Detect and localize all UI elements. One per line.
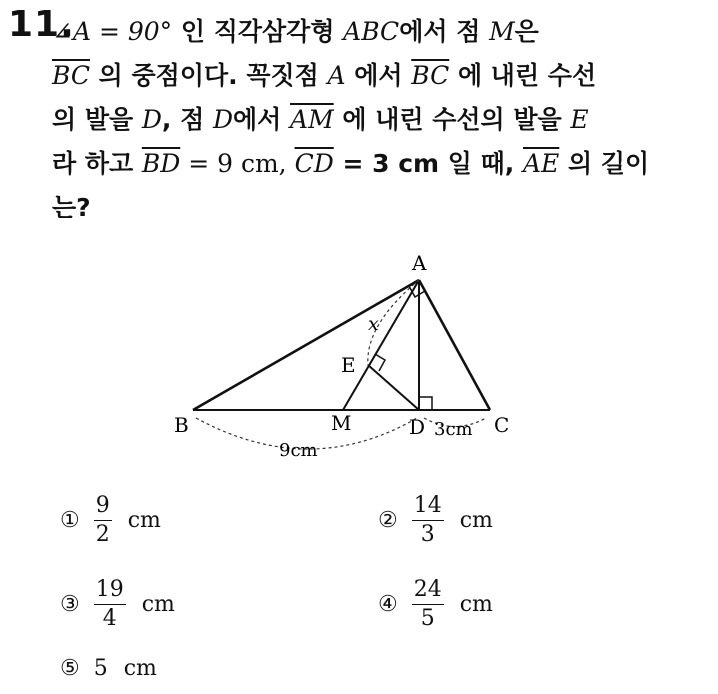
question-stem [52, 10, 692, 230]
label-bd-length: 9cm [279, 440, 318, 461]
stem-line-1: ∠A = 90° 인 직각삼각형 ABC에서 점 M은 [52, 17, 539, 46]
choice-4[interactable]: ④ $\frac{24}{5}$ cm [378, 577, 493, 631]
label-d: D [409, 415, 426, 439]
fraction: $\frac{24}{5}$ [413, 577, 442, 631]
choice-mark: ④ [378, 592, 398, 617]
fraction: $\frac{14}{3}$ [413, 493, 442, 547]
stem-line-2: $\overline{BC}$ 의 중점이다. 꼭짓점 A 에서 $\overline{BC}$ 에 내린 수선 [52, 61, 597, 90]
choice-mark: ⑤ [60, 656, 80, 681]
choice-mark: ③ [60, 592, 80, 617]
choice-3[interactable]: ③ $\frac{19}{4}$ cm [60, 577, 175, 631]
stem-line-4: 라 하고 $\overline{BD} = 9$ cm, $\overline{CD} = 3$ cm 일 때, $\overline{AE}$ 의 길이 [52, 149, 650, 178]
side-ac [419, 280, 490, 410]
label-b: B [174, 413, 189, 437]
stem-line-3: 의 발을 D, 점 D에서 $\overline{AM}$ 에 내린 수선의 발을 E [52, 105, 589, 134]
label-x: x [368, 313, 379, 335]
right-angle-e [375, 354, 385, 371]
side-ba [193, 280, 419, 410]
fraction: $\frac{19}{4}$ [95, 577, 124, 631]
angle-expression: ∠A = 90° [52, 17, 173, 46]
choice-value: 5 [93, 656, 108, 681]
label-m: M [331, 411, 352, 435]
right-angle-d [419, 397, 432, 410]
choice-2[interactable]: ② $\frac{14}{3}$ cm [378, 493, 493, 547]
label-c: C [494, 413, 510, 437]
stem-line-5: 는? [52, 193, 91, 222]
question-number: 11. [8, 4, 75, 45]
choice-1[interactable]: ① $\frac{9}{2}$ cm [60, 493, 161, 547]
segment-de [368, 365, 419, 410]
label-a: A [412, 251, 427, 275]
label-cd-length: 3cm [434, 419, 473, 440]
choice-5[interactable]: ⑤ 5 cm [60, 656, 157, 681]
label-e: E [341, 353, 356, 377]
choice-mark: ① [60, 508, 80, 533]
choice-mark: ② [378, 508, 398, 533]
fraction: $\frac{9}{2}$ [95, 493, 110, 547]
triangle-diagram [160, 240, 540, 465]
segment-am [343, 280, 419, 410]
